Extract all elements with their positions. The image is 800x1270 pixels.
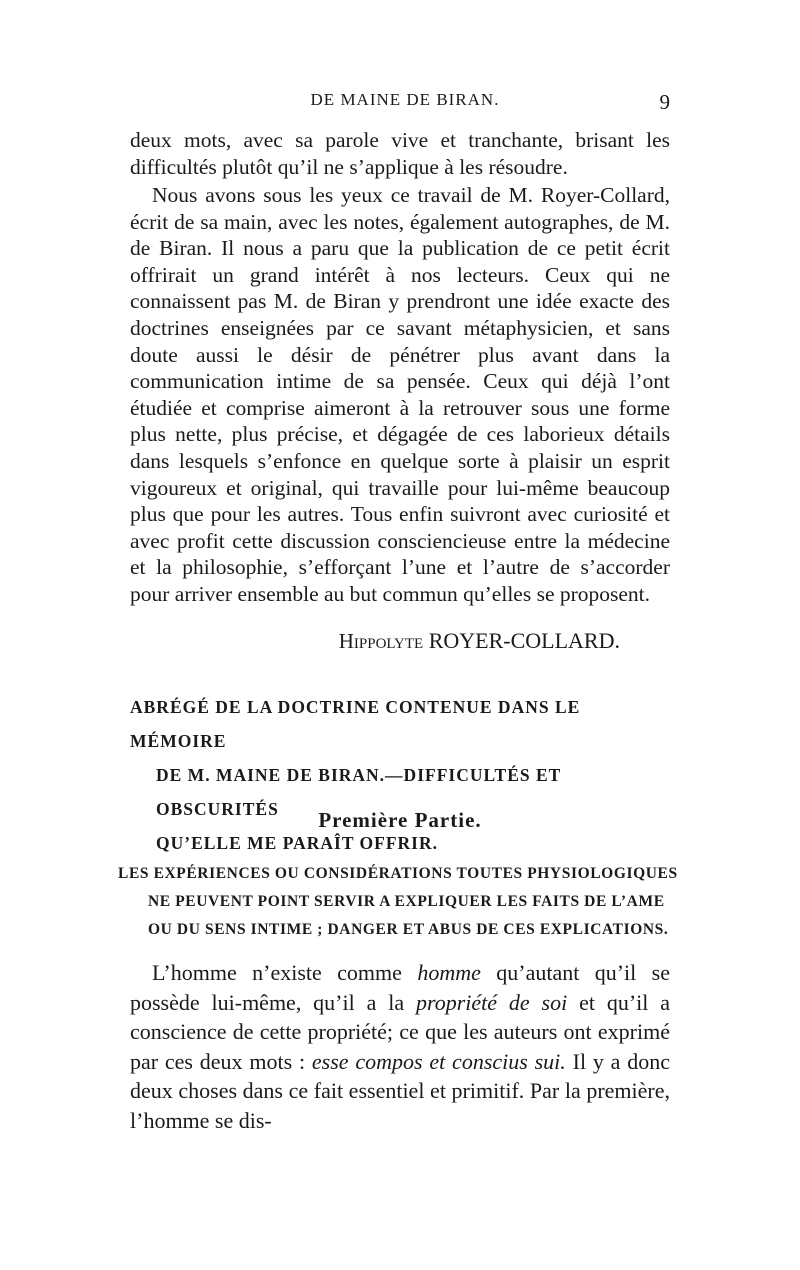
signature-last-name: ROYER-COLLARD.: [428, 628, 620, 653]
paragraph-continuation: deux mots, avec sa parole vive et tranchante, brisant les difficultés plutôt qu’il ne s’applique à les résoudre.: [130, 128, 670, 179]
section-heading-line: DE M. MAINE DE BIRAN.—DIFFICULTÉS ET OBSCURITÉS: [156, 765, 562, 819]
part-title: Première Partie.: [318, 808, 482, 832]
body-emphasis: propriété de soi: [415, 989, 568, 1015]
signature-first-name: Hippolyte: [338, 629, 424, 653]
body-latin-phrase: esse compos et conscius sui.: [311, 1048, 566, 1074]
sub-heading-line: LES EXPÉRIENCES OU CONSIDÉRATIONS TOUTES PHYSIOLOGIQUES: [118, 865, 678, 882]
running-head: [130, 90, 670, 120]
section-heading-line: QU’ELLE ME PARAÎT OFFRIR.: [156, 833, 439, 853]
author-signature: [130, 628, 620, 654]
body-text: Il y a donc deux choses dans ce fait essentiel et primitif. Par la première, l’homme se dis-: [130, 1048, 671, 1133]
body-paragraph: [130, 958, 670, 1136]
section-heading-line: ABRÉGÉ DE LA DOCTRINE CONTENUE DANS LE MÉMOIRE: [130, 697, 581, 751]
running-title: DE MAINE DE BIRAN.: [310, 90, 500, 109]
paragraph-royer-collard-manuscript: Nous avons sous les yeux ce travail de M. Royer-Collard, écrit de sa main, avec les notes, également autographes, de M. de Biran. Il nous a paru que la publication de ce petit écrit offrirait un grand intérêt à nos lecteurs. Ceux qui ne connaissent pas M. de Biran y prendront une idée exacte des doctrines enseignées par ce savant métaphysicien, et sans doute aussi le désir de pénétrer plus avant dans la communication intime de sa pensée. Ceux qui déjà l’ont étudiée et comprise aimeront à la retrouver sous une forme plus nette, plus précise, et dégagée de ces laborieux détails dans lesquels s’enfonce en quelque sorte à plaisir un esprit vigoureux et original, qui travaille pour lui-même beaucoup plus que pour les autres. Tous enfin suivront avec curiosité et avec profit cette discussion consciencieuse entre la médecine et la philosophie, s’efforçant l’une et l’autre de s’accorder pour arriver ensemble au but commun qu’elles se proposent.: [130, 183, 670, 606]
section-heading: [130, 690, 675, 860]
sub-heading-line: OU DU SENS INTIME ; DANGER ET ABUS DE CES EXPLICATIONS.: [148, 921, 669, 938]
body-text: qu’autant qu’il se possède lui-même, qu’il a la: [130, 960, 670, 1015]
sub-heading: [118, 860, 678, 944]
body-text: L’homme n’existe comme: [152, 960, 418, 985]
sub-heading-line: NE PEUVENT POINT SERVIR A EXPLIQUER LES FAITS DE L’AME: [148, 893, 665, 910]
body-emphasis: homme: [417, 960, 481, 985]
body-text: et qu’il a conscience de cette propriété; ce que les auteurs ont exprimé par ces deux mots :: [130, 989, 671, 1074]
page-number: 9: [659, 90, 670, 114]
